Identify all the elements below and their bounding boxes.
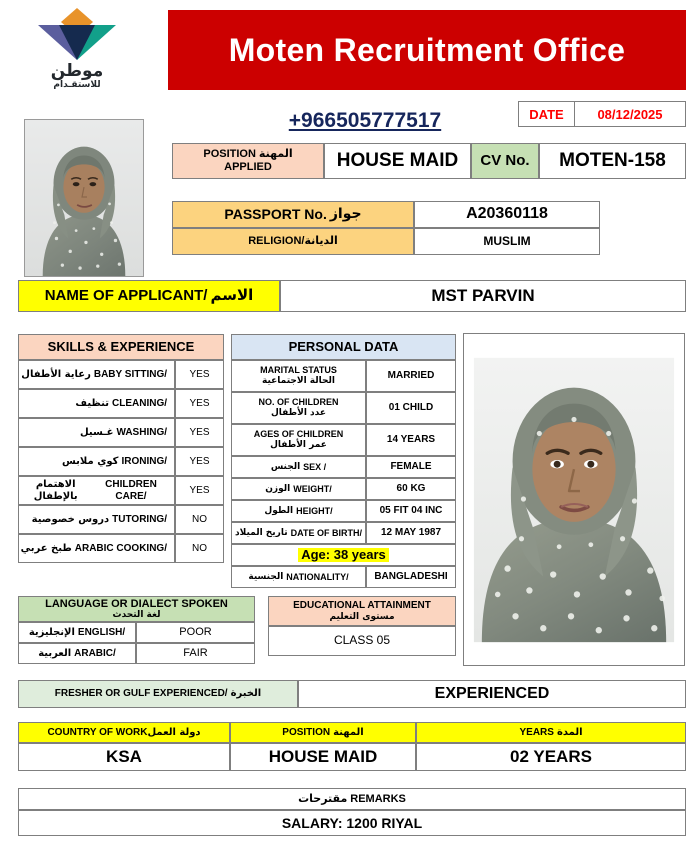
language-name <box>18 643 136 664</box>
education-value: CLASS 05 <box>268 626 456 656</box>
nationality-value: BANGLADESHI <box>366 566 456 588</box>
company-logo <box>27 6 127 98</box>
passport-photo-illustration <box>25 120 143 276</box>
age-value: Age: 38 years <box>298 548 389 563</box>
personal-data-value: 05 FIT 04 INC <box>366 500 456 522</box>
skill-name-en: BABY SITTING/ <box>93 368 167 380</box>
skill-row <box>18 476 224 505</box>
pd-label-en: AGES OF CHILDREN <box>253 429 344 439</box>
skill-name <box>18 505 175 534</box>
passport-label-en: PASSPORT No. <box>224 206 327 223</box>
personal-data-value: 12 MAY 1987 <box>366 522 456 544</box>
skill-value: YES <box>175 476 224 505</box>
work-history-value-row <box>18 743 686 771</box>
personal-data-row <box>231 522 456 544</box>
experience-value: EXPERIENCED <box>298 680 686 708</box>
logo-arabic-main: موطن <box>50 61 104 81</box>
education-title-en: EDUCATIONAL ATTAINMENT <box>293 600 431 612</box>
skill-row <box>18 360 224 389</box>
work-value-country: KSA <box>18 743 230 771</box>
education-title-ar: مستوى التعليم <box>329 611 395 622</box>
personal-data-label <box>231 500 366 522</box>
position-label-en2: APPLIED <box>224 161 272 173</box>
personal-data-row <box>231 478 456 500</box>
experience-label <box>18 680 298 708</box>
pd-label-en: DATE OF BIRTH/ <box>290 527 362 538</box>
language-value: FAIR <box>136 643 255 664</box>
language-title-ar: لغة التحدث <box>112 610 161 621</box>
personal-data-value: FEMALE <box>366 456 456 478</box>
skill-name <box>18 534 175 563</box>
logo-arabic-sub: للاستقـدام <box>53 80 101 90</box>
personal-data-label <box>231 456 366 478</box>
skill-name-en: WASHING/ <box>116 426 167 438</box>
applicant-name-value: MST PARVIN <box>280 280 686 312</box>
education-table <box>268 596 456 656</box>
pd-label-en: SEX / <box>303 461 327 472</box>
age-row <box>231 544 456 566</box>
work-value-position: HOUSE MAID <box>230 743 416 771</box>
skill-name-en: CLEANING/ <box>112 397 167 409</box>
education-title <box>268 596 456 626</box>
nationality-label-ar: الجنسية <box>248 571 284 582</box>
name-label-ar: الاسم <box>210 286 254 305</box>
cv-no-value: MOTEN-158 <box>539 143 686 179</box>
personal-data-value: 60 KG <box>366 478 456 500</box>
work-value-years: 02 YEARS <box>416 743 686 771</box>
position-label-ar: المهنة <box>258 147 293 161</box>
applicant-name-label <box>18 280 280 312</box>
language-name <box>18 622 136 643</box>
skill-name-ar: دروس خصوصية <box>31 513 110 525</box>
work-history-header-row <box>18 722 686 743</box>
name-label-en: NAME OF APPLICANT/ <box>44 287 208 305</box>
religion-value: MUSLIM <box>414 228 600 255</box>
skill-name <box>18 476 175 505</box>
personal-data-row <box>231 424 456 456</box>
language-name-ar: الإنجليزية <box>28 626 75 638</box>
logo-diamond-chevron-icon <box>34 6 120 62</box>
work-header-years-ar: المدة <box>556 726 583 738</box>
work-header-country-en: COUNTRY OF WORK <box>47 726 148 738</box>
skill-row <box>18 447 224 476</box>
personal-data-value: 14 YEARS <box>366 424 456 456</box>
skill-row <box>18 389 224 418</box>
skill-row <box>18 418 224 447</box>
language-table <box>18 596 255 664</box>
skill-value: NO <box>175 534 224 563</box>
remarks-title <box>18 788 686 810</box>
work-header-position-en: POSITION <box>282 726 331 738</box>
skill-name-en: ARABIC COOKING/ <box>74 542 167 554</box>
personal-data-row <box>231 392 456 424</box>
personal-data-label <box>231 392 366 424</box>
personal-data-label <box>231 360 366 392</box>
applicant-photo-large <box>463 333 685 666</box>
nationality-label-en: NATIONALITY/ <box>286 571 349 582</box>
religion-label-ar: الديانة <box>304 234 338 248</box>
skill-name <box>18 418 175 447</box>
personal-data-row <box>231 456 456 478</box>
skill-name-ar: الاهتمام بالإطفال <box>33 479 78 502</box>
position-applied-value: HOUSE MAID <box>324 143 471 179</box>
work-header-position-ar: المهنة <box>333 726 364 738</box>
nationality-label <box>231 566 366 588</box>
experience-label-en: FRESHER OR GULF EXPERIENCED/ <box>54 688 228 700</box>
document-header <box>0 0 694 100</box>
skill-value: YES <box>175 447 224 476</box>
pd-label-ar: تاريخ الميلاد <box>235 527 288 538</box>
religion-label-en: RELIGION/ <box>248 235 305 248</box>
remarks-title-en: REMARKS <box>350 792 406 805</box>
language-name-ar: العربية <box>38 647 72 659</box>
experience-label-ar: الخبرة <box>230 688 262 700</box>
work-header-years <box>416 722 686 743</box>
personal-data-row <box>231 566 456 588</box>
personal-data-label <box>231 522 366 544</box>
date-value: 08/12/2025 <box>597 106 663 122</box>
skill-name-ar: طبخ عربي <box>20 542 72 554</box>
work-header-years-en: YEARS <box>519 726 554 738</box>
passport-label <box>172 201 414 228</box>
skill-name-ar: رعاية الأطفال <box>21 368 91 380</box>
skill-value: YES <box>175 389 224 418</box>
language-title <box>18 596 255 622</box>
cv-no-label: CV No. <box>471 143 539 179</box>
company-title: Moten Recruitment Office <box>228 31 626 68</box>
position-label-en: POSITION <box>203 148 256 161</box>
skill-name-ar: تنظيف <box>75 397 109 409</box>
remarks-value: SALARY: 1200 RIYAL <box>18 810 686 836</box>
pd-label-ar: عمر الأطفال <box>270 440 327 450</box>
language-name-en: ARABIC/ <box>74 647 116 659</box>
skill-value: NO <box>175 505 224 534</box>
skill-name-ar: كوي ملابس <box>62 455 119 467</box>
personal-data-title: PERSONAL DATA <box>231 334 456 360</box>
personal-data-row <box>231 500 456 522</box>
pd-label-en: MARITAL STATUS <box>260 365 337 375</box>
skills-title: SKILLS & EXPERIENCE <box>18 334 224 360</box>
pd-label-en: NO. OF CHILDREN <box>258 397 339 407</box>
work-history-table <box>18 722 686 771</box>
skill-name-en: CHILDREN CARE/ <box>105 479 157 502</box>
language-title-en: LANGUAGE OR DIALECT SPOKEN <box>45 597 228 610</box>
language-name-en: ENGLISH/ <box>77 626 126 638</box>
personal-data-label <box>231 478 366 500</box>
personal-data-value: MARRIED <box>366 360 456 392</box>
pd-label-ar: الجنس <box>270 461 301 472</box>
phone-number[interactable]: +966505777517 <box>288 109 442 132</box>
skill-name-ar: غـسيل <box>80 426 114 438</box>
skill-value: YES <box>175 360 224 389</box>
pd-label-en: WEIGHT/ <box>293 483 332 494</box>
skill-name <box>18 360 175 389</box>
position-applied-label <box>172 143 324 179</box>
remarks-table <box>18 788 686 836</box>
skill-row <box>18 534 224 563</box>
remarks-title-ar: مقترحات <box>298 791 348 805</box>
pd-label-en: HEIGHT/ <box>296 505 333 516</box>
date-label: DATE <box>519 102 575 126</box>
skill-row <box>18 505 224 534</box>
skill-name-en: IRONING/ <box>121 455 167 467</box>
language-value: POOR <box>136 622 255 643</box>
date-box <box>518 101 686 127</box>
skill-name-en: TUTORING/ <box>112 513 167 525</box>
applicant-photo-small <box>24 119 144 277</box>
language-row <box>18 622 255 643</box>
work-header-country-ar: دولة العمل <box>147 726 201 738</box>
personal-data-value: 01 CHILD <box>366 392 456 424</box>
skills-table <box>18 334 224 563</box>
personal-data-table <box>231 334 456 588</box>
company-title-banner <box>168 10 686 90</box>
personal-data-label <box>231 424 366 456</box>
religion-label <box>172 228 414 255</box>
pd-label-ar: الطول <box>264 505 294 516</box>
work-header-position <box>230 722 416 743</box>
work-header-country <box>18 722 230 743</box>
pd-label-ar: الوزن <box>265 483 291 494</box>
language-row <box>18 643 255 664</box>
skill-name <box>18 389 175 418</box>
passport-value: A20360118 <box>414 201 600 228</box>
passport-label-ar: جواز <box>329 206 362 223</box>
pd-label-ar: الحالة الاجتماعية <box>262 376 335 386</box>
portrait-photo-illustration <box>464 334 684 665</box>
skill-value: YES <box>175 418 224 447</box>
pd-label-ar: عدد الأطفال <box>270 408 327 418</box>
personal-data-row <box>231 360 456 392</box>
skill-name <box>18 447 175 476</box>
